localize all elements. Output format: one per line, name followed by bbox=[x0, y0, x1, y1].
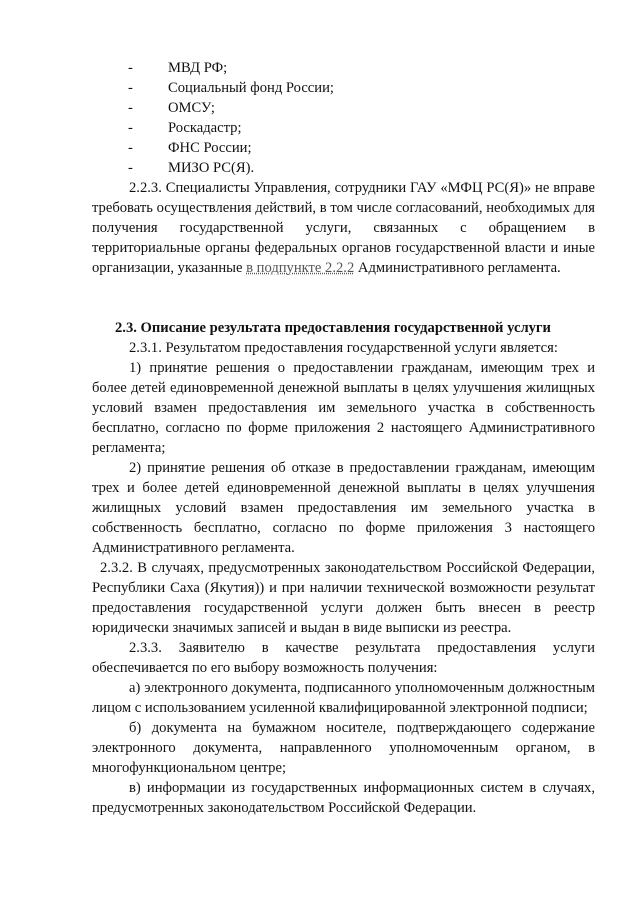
list-bullet: - bbox=[128, 140, 133, 156]
list-item bbox=[128, 158, 608, 178]
list-bullet: - bbox=[128, 60, 133, 76]
list-item-text: ФНС России; bbox=[168, 140, 252, 156]
option-item-b: б) документа на бумажном носителе, подтверждающего содержание электронного документа, направленного уполномоченным органом, в многофункциональном центре; bbox=[92, 720, 595, 776]
section-2-2-3 bbox=[92, 178, 595, 278]
paragraph-2-2-3-tail: Административного регламента. bbox=[354, 260, 561, 276]
list-bullet: - bbox=[128, 80, 133, 96]
list-item bbox=[128, 58, 608, 78]
list-item bbox=[128, 118, 608, 138]
list-item bbox=[128, 78, 608, 98]
paragraph-2-3-3: 2.3.3. Заявителю в качестве результата предоставления услуги обеспечивается по его выбору возможность получения: bbox=[92, 640, 595, 676]
list-item-text: МИЗО РС(Я). bbox=[168, 160, 255, 176]
cross-reference-link[interactable]: в подпункте 2.2.2 bbox=[246, 260, 355, 276]
list-bullet: - bbox=[128, 120, 133, 136]
list-bullet: - bbox=[128, 100, 133, 116]
list-bullet: - bbox=[128, 160, 133, 176]
paragraph-2-3-2: 2.3.2. В случаях, предусмотренных законодательством Российской Федерации, Республики Саха (Якутия)) и при наличии технической возможности результат предоставления государственной услуги должен быть внесен в реестр юридически значимых записей и выдан в виде выписки из реестра. bbox=[92, 560, 595, 636]
option-item-v: в) информации из государственных информационных систем в случаях, предусмотренных законодательством Российской Федерации. bbox=[92, 780, 595, 816]
agency-list bbox=[128, 58, 608, 178]
section-2-3 bbox=[92, 298, 595, 818]
section-heading: 2.3. Описание результата предоставления государственной услуги bbox=[115, 320, 551, 336]
list-item-text: МВД РФ; bbox=[168, 60, 228, 76]
option-item-a: а) электронного документа, подписанного уполномоченным должностным лицом с использованием усиленной квалифицированной электронной подписи; bbox=[92, 680, 595, 716]
list-item-text: ОМСУ; bbox=[168, 100, 215, 116]
list-item-text: Социальный фонд России; bbox=[168, 80, 334, 96]
result-item-2: 2) принятие решения об отказе в предоставлении гражданам, имеющим трех и более детей единовременной денежной выплаты в целях улучшения жилищных условий взамен предоставления им земельного участка в собственность бесплатно, согласно по форме приложения 3 настоящего Административного регламента. bbox=[92, 460, 595, 556]
list-item bbox=[128, 138, 608, 158]
paragraph-2-2-3-text: 2.2.3. Специалисты Управления, сотрудники ГАУ «МФЦ РС(Я)» не вправе требовать осуществления действий, в том числе согласований, необходимых для получения государственной услуги, связанных с обращением в территориальные органы федеральных органов государственной власти и иные организации, указанные bbox=[92, 180, 595, 276]
result-item-1: 1) принятие решения о предоставлении гражданам, имеющим трех и более детей единовременной денежной выплаты в целях улучшения жилищных условий взамен предоставления им земельного участка в собственность бесплатно, согласно по форме приложения 2 настоящего Административного регламента; bbox=[92, 360, 595, 456]
list-item bbox=[128, 98, 608, 118]
list-item-text: Роскадастр; bbox=[168, 120, 242, 136]
paragraph-2-2-3 bbox=[92, 178, 595, 278]
paragraph-2-3-1: 2.3.1. Результатом предоставления государственной услуги является: bbox=[129, 340, 558, 356]
